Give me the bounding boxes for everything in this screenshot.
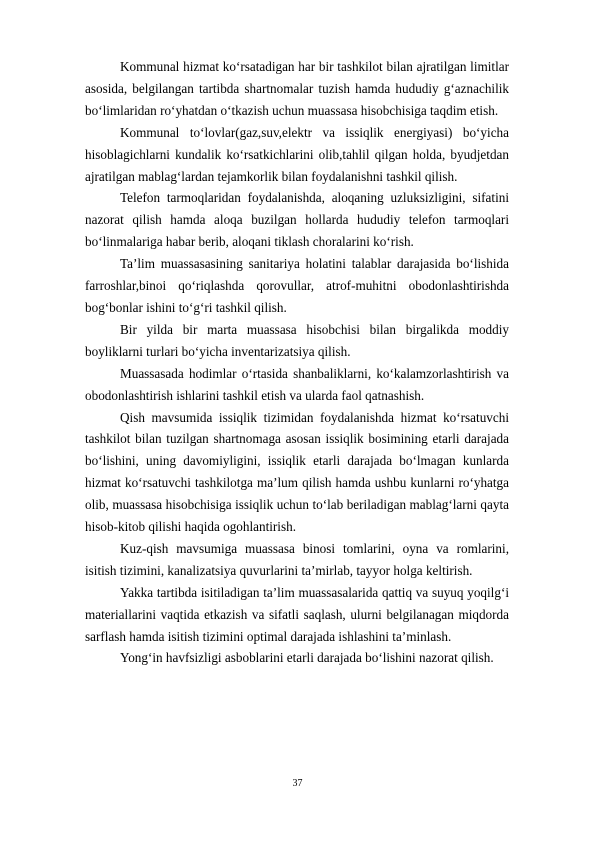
paragraph: Muassasada hodimlar o‘rtasida shanbaliklarni, ko‘kalamzorlashtirish va obodonlashtirish ishlarini tashkil etish va ularda faol qatnashish. <box>85 365 509 403</box>
paragraph: Kuz-qish mavsumiga muassasa binosi tomlarini, oyna va romlarini, isitish tizimini, kanalizatsiya quvurlarini ta’mirlab, tayyor holga keltirish. <box>85 540 509 578</box>
body-text <box>85 56 509 669</box>
page-number: 37 <box>292 778 303 789</box>
paragraph: Ta’lim muassasasining sanitariya holatini talablar darajasida bo‘lishida farroshlar,binoi qo‘riqlashda qorovullar, atrof-muhitni obodonlashtirishda bog‘bonlar ishini to‘g‘ri tashkil qilish. <box>85 256 509 315</box>
paragraph: Kommunal hizmat ko‘rsatadigan har bir tashkilot bilan ajratilgan limitlar asosida, belgilangan tartibda shartnomalar tuzish hamda hududiy g‘aznachilik bo‘limlaridan ro‘yhatdan o‘tkazish uchun muassasa hisobchisiga taqdim etish. <box>85 59 509 118</box>
paragraph: Yong‘in havfsizligi asboblarini etarli darajada bo‘lishini nazorat qilish. <box>120 650 494 666</box>
paragraph: Qish mavsumida issiqlik tizimidan foydalanishda hizmat ko‘rsatuvchi tashkilot bilan tuzilgan shartnomaga asosan issiqlik bosimining etarli darajada bo‘lishini, uning davomiyligini, issiqlik etarli darajada bo‘lmagan kunlarda hizmat ko‘rsatuvchi tashkilotga ma’lum qilish hamda ushbu kunlarni ro‘yhatga olib, muassasa hisobchisiga issiqlik uchun to‘lab beriladigan mablag‘larni qayta hisob-kitob qilishi haqida ogohlantirish. <box>85 409 509 535</box>
paragraph: Bir yilda bir marta muassasa hisobchisi bilan birgalikda moddiy boyliklarni turlari bo‘yicha inventarizatsiya qilish. <box>85 321 509 359</box>
paragraph: Kommunal to‘lovlar(gaz,suv,elektr va issiqlik energiyasi) bo‘yicha hisoblagichlarni kundalik ko‘rsatkichlarini olib,tahlil qilgan holda, byudjetdan ajratilgan mablag‘lardan tejamkorlik bilan foydalanishni tashkil qilish. <box>85 124 509 184</box>
paragraph: Telefon tarmoqlaridan foydalanishda, aloqaning uzluksizligini, sifatini nazorat qilish hamda aloqa buzilgan hollarda hududiy telefon tarmoqlari bo‘linmalariga habar berib, aloqani tiklash choralarini ko‘rish. <box>85 190 509 250</box>
paragraph: Yakka tartibda isitiladigan ta’lim muassasalarida qattiq va suyuq yoqilg‘i materiallarini vaqtida etkazish va sifatli saqlash, ulurni belgilanagan miqdorda sarflash hamda isitish tizimini optimal darajada ishlashini ta’minlash. <box>85 584 509 644</box>
